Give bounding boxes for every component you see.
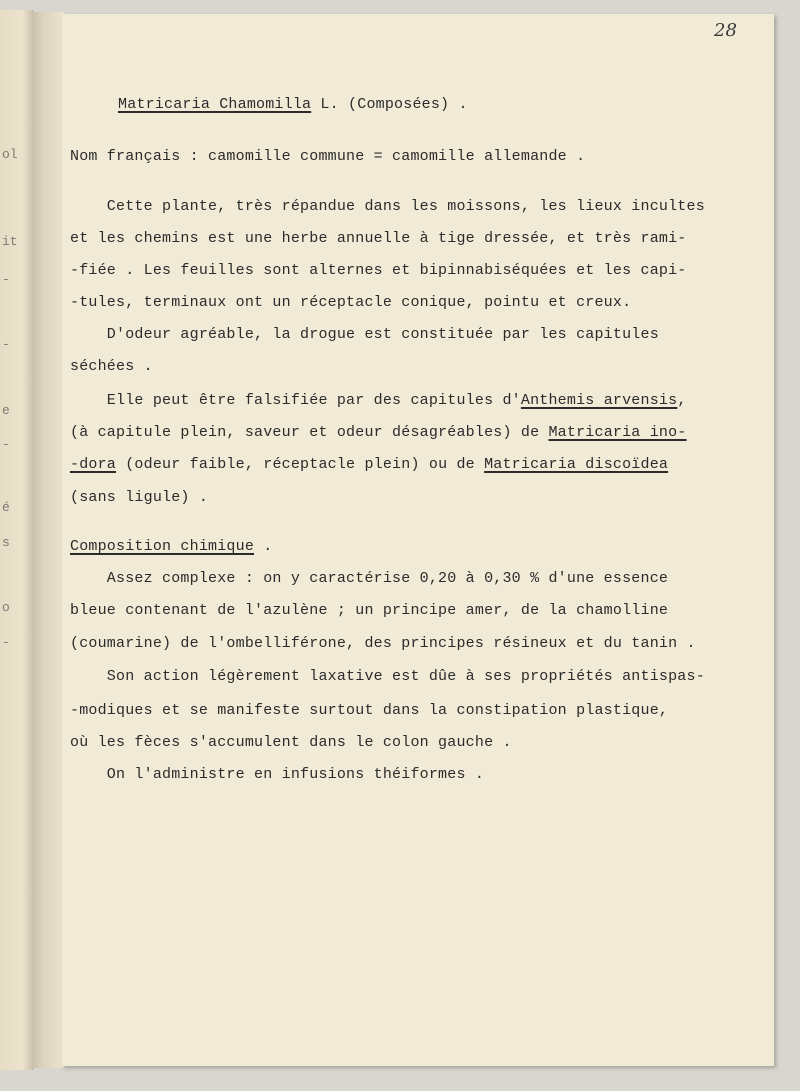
text-line: (coumarine) de l'ombelliférone, des principes résineux et du tanin . [70, 635, 696, 652]
margin-mark: - [2, 272, 10, 287]
previous-page-edge [0, 10, 33, 1070]
margin-mark: o [2, 600, 10, 615]
text-line: -tules, terminaux ont un réceptacle conique, pointu et creux. [70, 294, 632, 311]
text-line: où les fèces s'accumulent dans le colon gauche . [70, 734, 512, 751]
text-line [70, 392, 687, 409]
species-name: Matricaria discoïdea [484, 456, 669, 473]
text-line: bleue contenant de l'azulène ; un principe amer, de la chamolline [70, 602, 669, 619]
species-name: -dora [70, 456, 117, 473]
text-line: Son action légèrement laxative est dûe à ses propriétés antispas- [70, 668, 705, 685]
text-line: -fiée . Les feuilles sont alternes et bipinnabiséquées et les capi- [70, 262, 687, 279]
margin-mark: é [2, 500, 10, 515]
species-name: Matricaria ino- [548, 424, 687, 441]
text-line [70, 424, 687, 441]
species-name: Matricaria Chamomilla [118, 96, 312, 113]
text-line [70, 456, 668, 473]
page-number: 28 [714, 20, 737, 41]
title-rest: L. (Composées) . [311, 96, 468, 113]
margin-mark: - [2, 437, 10, 452]
binding-fold [32, 12, 64, 1068]
text-segment: (odeur faible, réceptacle plein) ou de [116, 456, 485, 473]
text-segment: Elle peut être falsifiée par des capitules d' [70, 392, 521, 409]
margin-mark: it [2, 234, 18, 249]
heading-text: Composition chimique [70, 538, 255, 555]
text-segment: . [254, 538, 273, 555]
text-line: Assez complexe : on y caractérise 0,20 à 0,30 % d'une essence [70, 570, 669, 587]
text-line: -modiques et se manifeste surtout dans la constipation plastique, [70, 702, 669, 719]
text-segment: (à capitule plein, saveur et odeur désagréables) de [70, 424, 549, 441]
species-name: Anthemis arvensis [520, 392, 678, 409]
text-line: séchées . [70, 358, 153, 375]
title-line [118, 96, 468, 113]
text-line: On l'administre en infusions théiformes . [70, 766, 485, 783]
margin-mark: - [2, 337, 10, 352]
margin-mark: s [2, 535, 10, 550]
section-heading [70, 538, 272, 555]
text-line: et les chemins est une herbe annuelle à tige dressée, et très rami- [70, 230, 687, 247]
text-segment: , [677, 392, 687, 409]
text-line: D'odeur agréable, la drogue est constituée par les capitules [70, 326, 659, 343]
text-line: Cette plante, très répandue dans les moissons, les lieux incultes [70, 198, 705, 215]
text-line: (sans ligule) . [70, 489, 209, 506]
margin-mark: ol [2, 147, 18, 162]
margin-mark: e [2, 403, 10, 418]
text-line: Nom français : camomille commune = camomille allemande . [70, 148, 586, 165]
margin-mark: - [2, 635, 10, 650]
